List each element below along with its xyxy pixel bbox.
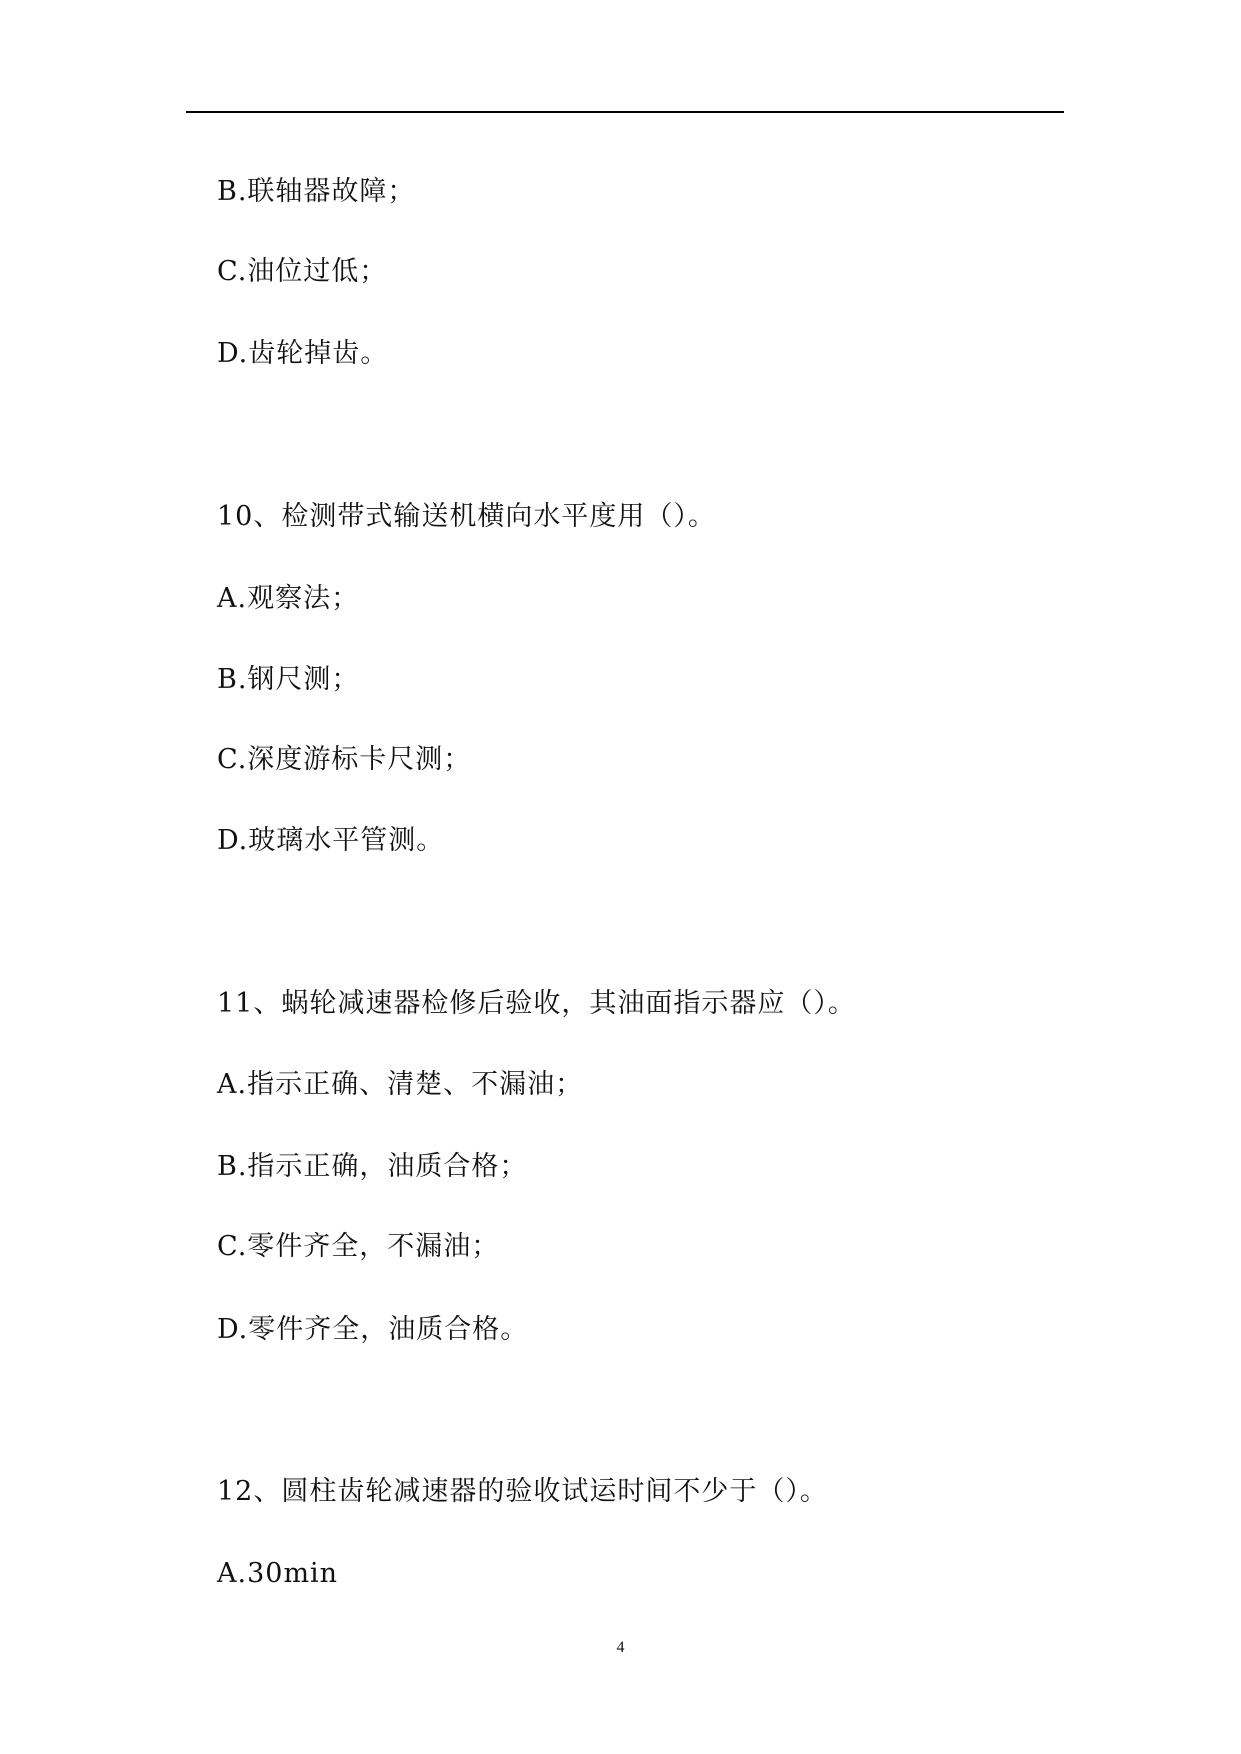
- q11-option-b: B.指示正确，油质合格；: [217, 1151, 528, 1182]
- q11-option-a: A.指示正确、清楚、不漏油；: [217, 1069, 584, 1100]
- q12-option-a: A.30min: [217, 1558, 339, 1589]
- q11-option-d: D.零件齐全，油质合格。: [217, 1314, 529, 1345]
- header-rule: [186, 111, 1064, 113]
- q12-stem: 12、圆柱齿轮减速器的验收试运时间不少于（）。: [217, 1476, 828, 1507]
- q10-option-d: D.玻璃水平管测。: [217, 825, 445, 856]
- q10-option-b: B.钢尺测；: [217, 664, 360, 695]
- q9-option-b: B.联轴器故障；: [217, 176, 416, 207]
- q10-option-c: C.深度游标卡尺测；: [217, 744, 472, 775]
- q11-option-c: C.零件齐全，不漏油；: [217, 1231, 500, 1262]
- q10-stem: 10、检测带式输送机横向水平度用（）。: [217, 501, 716, 532]
- q9-option-d: D.齿轮掉齿。: [217, 338, 389, 369]
- q9-option-c: C.油位过低；: [217, 256, 388, 287]
- q10-option-a: A.观察法；: [217, 583, 360, 614]
- q11-stem: 11、蜗轮减速器检修后验收，其油面指示器应（）。: [217, 988, 856, 1019]
- page-number: 4: [616, 1639, 625, 1656]
